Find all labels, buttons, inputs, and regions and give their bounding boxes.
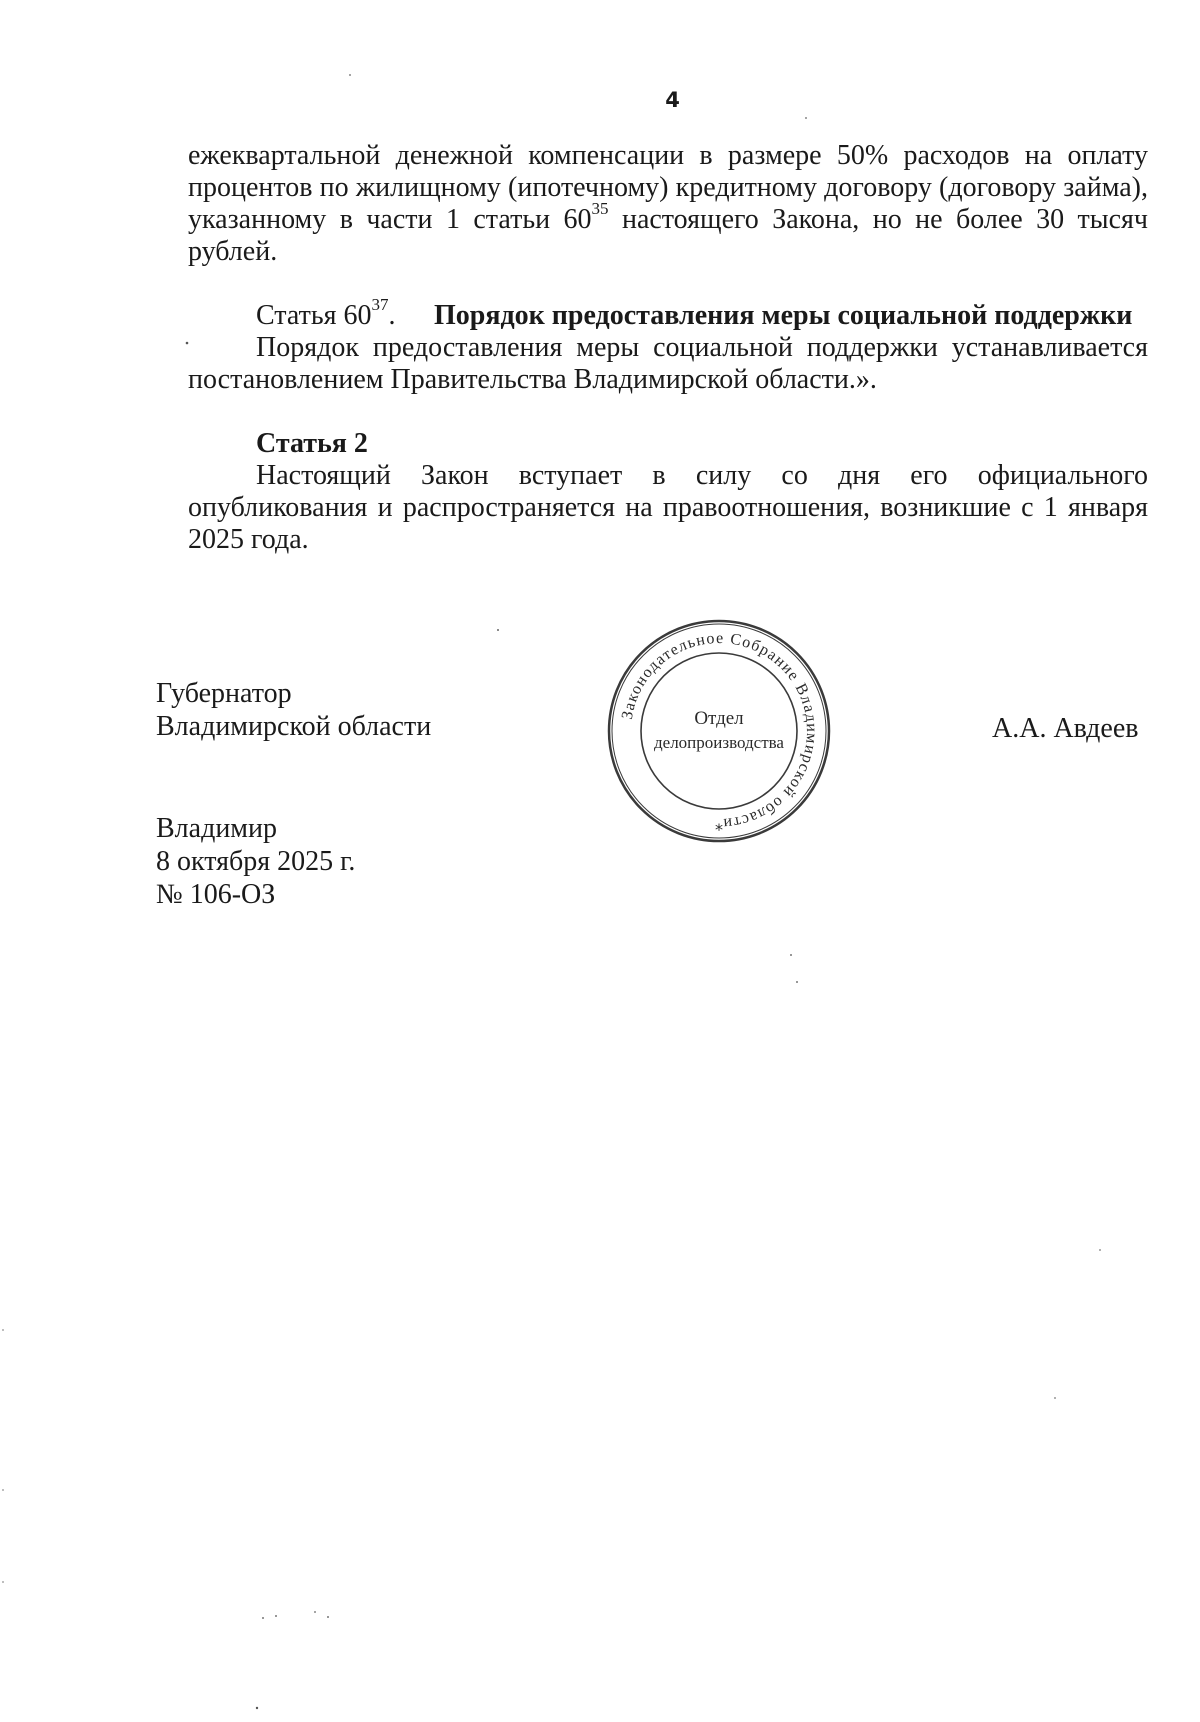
superscript-35: 35	[591, 198, 609, 218]
position-line-2: Владимирской области	[156, 711, 432, 742]
document-body	[188, 140, 1148, 556]
scan-speck	[349, 74, 351, 76]
article-60-37-heading	[188, 294, 1148, 332]
page-number: 4	[665, 88, 680, 112]
stamp-center-line-1: Отдел	[694, 708, 744, 729]
article-2-body: Настоящий Закон вступает в силу со дня его официального опубликования и распространяется на правоотношения, возникшие с 1 января 2025 года.	[188, 460, 1148, 555]
scan-speck	[262, 1617, 264, 1619]
article-60-37-body: Порядок предоставления меры социальной поддержки устанавливается постановлением Правительства Владимирской области.».	[188, 332, 1148, 395]
stamp-outer-circle	[609, 621, 829, 841]
scan-speck	[314, 1611, 316, 1613]
article-label: Статья 60	[256, 300, 372, 331]
official-stamp	[606, 618, 832, 844]
scan-speck	[1054, 1397, 1056, 1399]
scan-speck	[805, 117, 807, 119]
scan-speck	[2, 1489, 4, 1491]
stamp-center-circle	[641, 653, 797, 809]
article-number	[256, 294, 434, 332]
article-2-heading: Статья 2	[256, 428, 368, 459]
stamp-ring-text: Законодательное Собрание Владимирской области	[618, 629, 821, 833]
stamp-center-line-2: делопроизводства	[654, 733, 784, 752]
scan-speck	[2, 1329, 4, 1331]
date: 8 октября 2025 г.	[156, 846, 356, 877]
article-superscript: 37	[371, 294, 389, 314]
scan-speck	[790, 954, 792, 956]
scan-speck	[2, 1581, 4, 1583]
scan-speck	[1099, 1249, 1101, 1251]
stamp-inner-circle	[612, 624, 826, 838]
scan-speck	[256, 1707, 258, 1709]
signature-position	[156, 677, 431, 743]
position-line-1: Губернатор	[156, 678, 292, 709]
paragraph-text-part-2: настоящего Закона, но не более 30 тысяч рублей.	[188, 204, 1148, 267]
law-number: № 106-ОЗ	[156, 879, 276, 910]
scan-speck	[327, 1616, 329, 1618]
scan-speck	[497, 629, 499, 631]
paragraph-text-part-1: ежеквартальной денежной компенсации в размере 50% расходов на оплату процентов по жилищному (ипотечному) кредитному договору (договору займа), указанному в части 1 статьи 60	[188, 140, 1148, 235]
scan-speck	[275, 1615, 277, 1617]
signatory-name: А.А. Авдеев	[992, 713, 1139, 744]
article-title: Порядок предоставления меры социальной поддержки	[434, 300, 1133, 331]
scan-speck	[796, 981, 798, 983]
place-and-date	[156, 812, 355, 911]
paragraph-continuation	[188, 140, 1148, 268]
city: Владимир	[156, 813, 278, 844]
stamp-star: *	[715, 820, 723, 839]
article-label-suffix: .	[388, 300, 396, 331]
